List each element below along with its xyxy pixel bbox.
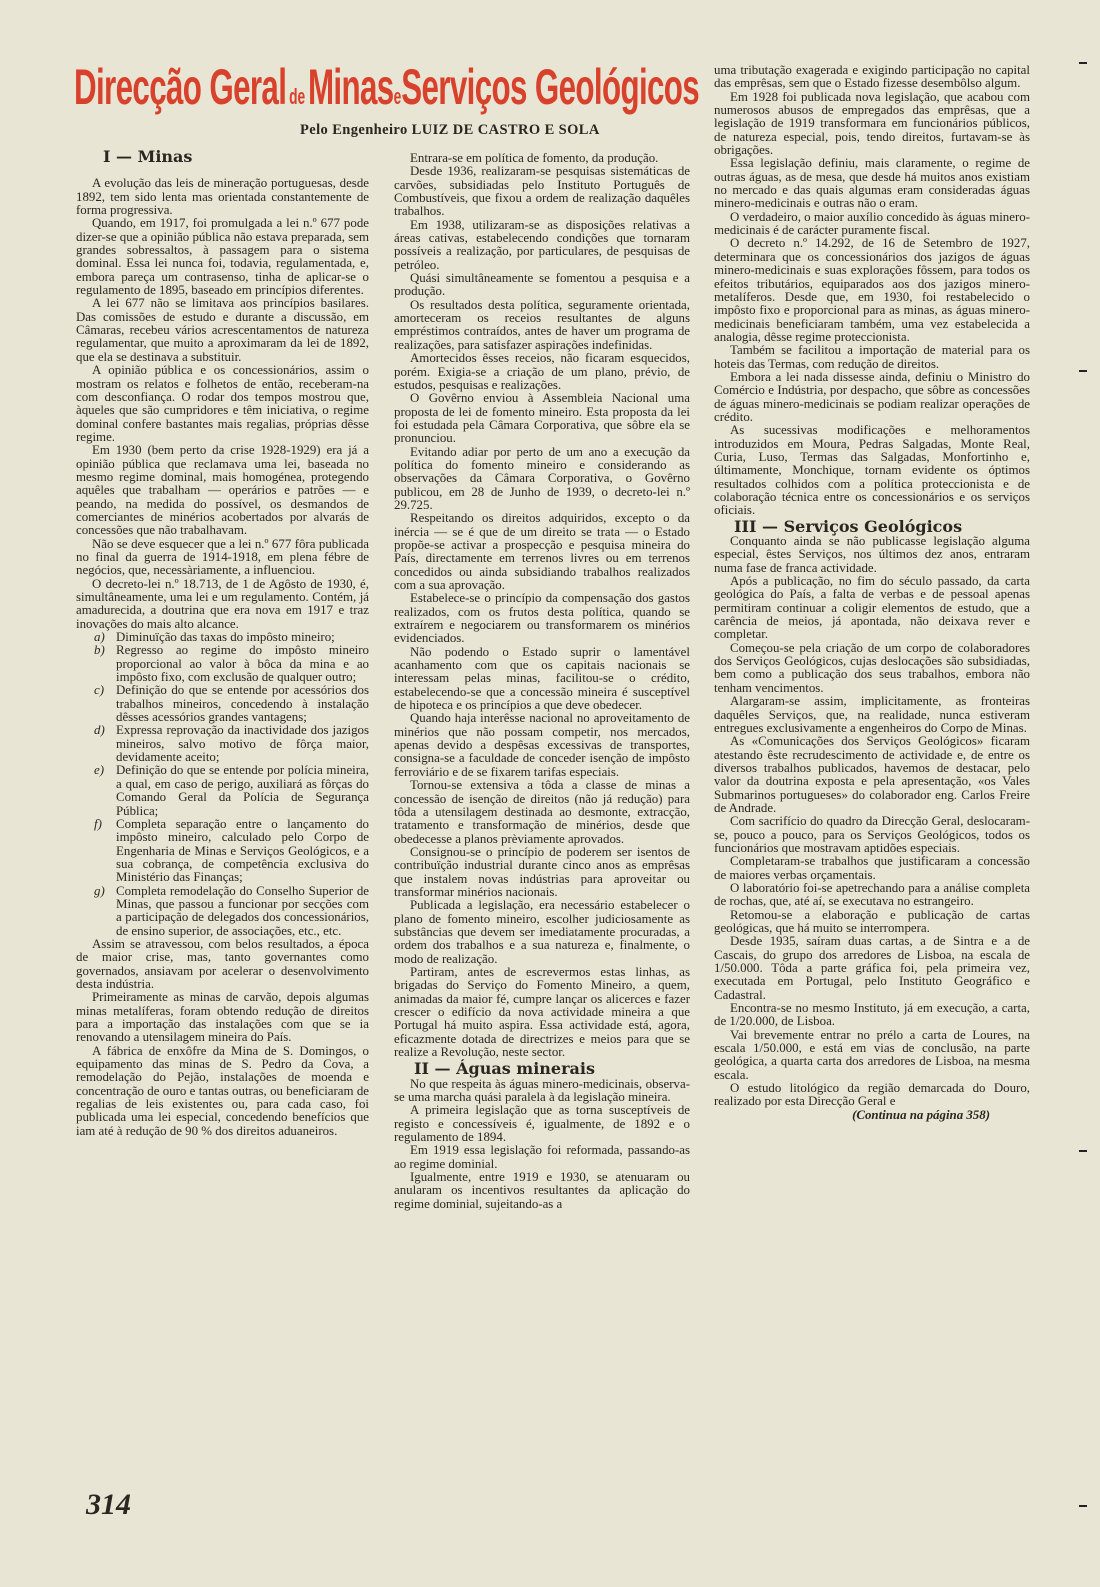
paragraph: Alargaram-se assim, implicitamente, as fronteiras daquêles Serviços, que, na realidade, nunca estiveram entregues exclusivamente a engenheiros do Corpo de Minas.	[714, 694, 1030, 735]
article-title	[74, 58, 700, 118]
paragraph: Conquanto ainda se não publicasse legislação alguma especial, êstes Serviços, nos últimos dez anos, entraram numa fase de franca actividade.	[714, 534, 1030, 575]
list-item	[94, 724, 369, 764]
title-part: Direcção Geral	[74, 59, 287, 115]
paragraph: Em 1930 (bem perto da crise 1928-1929) era já a opinião pública que reclamava uma lei, baseada no mesmo regime dominal, mais homogénea, protegendo aquêles que trabalham — operários e patrões — e peando, na medida do possível, os desmandos de comerciantes de minérios acobertados por alvarás de concessões que não trabalhavam.	[76, 443, 369, 538]
paragraph: Respeitando os direitos adquiridos, excepto o da inércia — se é que de um direito se trata — o Estado propõe-se activar a prospecção e pesquisa mineira do País, directamente em terrenos livres ou em terrenos concedidos ou ainda subsidiando trabalhos realizados com a sua aprovação.	[394, 511, 690, 592]
list-marker: e)	[94, 763, 105, 778]
paragraph: Entrara-se em política de fomento, da produção.	[410, 151, 659, 165]
paragraph: Embora a lei nada dissesse ainda, definiu o Ministro do Comércio e Indústria, por despacho, que sôbre as concessões de águas minero-medicinais se podiam realizar operações de crédito.	[714, 369, 1030, 424]
paragraph: Quando, em 1917, foi promulgada a lei n.º 677 pode dizer-se que a opinião pública não estava preparada, sem grandes sobressaltos, à passagem para o sistema dominal. Essa lei nunca foi, todavia, regulamentada, e, embora pareça um contrasenso, tinha de aplicar-se o regulamento de 1895, baseado em princípios diferentes.	[76, 216, 369, 298]
list-item-text: Regresso ao regime do impôsto mineiro proporcional ao valor à bôca da mina e ao impôsto fixo, com exclusão de qualquer outro;	[116, 643, 369, 685]
title-part: Minas	[307, 59, 394, 115]
title-part: e	[393, 84, 402, 109]
paragraph: Encontra-se no mesmo Instituto, já em execução, a carta, de 1/20.000, de Lisboa.	[714, 1001, 1030, 1029]
paragraph: Consignou-se o princípio de poderem ser isentos de contribuïção industrial durante cinco anos as emprêsas que instalem novas indústrias para aproveitar ou transformar minérios nacionais.	[394, 844, 690, 899]
list-item	[94, 684, 369, 724]
paragraph: Os resultados desta política, seguramente orientada, amorteceram os receios resultantes de alguns empréstimos contraídos, antes de haver um programa de realizações, para satisfazer aspirações indefinidas.	[394, 297, 690, 352]
paragraph: Após a publicação, no fim do século passado, da carta geológica do País, a falta de verbas e de pessoal apenas permitiram continuar a coligir elementos de estudo, que a carência de meios, já apontada, não deixava rever e completar.	[714, 574, 1030, 642]
list-item-text: Expressa reprovação da inactividade dos jazigos mineiros, salvo motivo de fôrça maior, devidamente aceito;	[116, 723, 369, 765]
paragraph: No que respeita às águas minero-medicinais, observa-se uma marcha quási paralela à da legislação mineira.	[394, 1076, 690, 1105]
paragraph: A primeira legislação que as torna susceptíveis de registo e concessíveis é, igualmente, de 1892 e o regulamento de 1894.	[394, 1103, 690, 1145]
paragraph: Retomou-se a elaboração e publicação de cartas geológicas, que há muito se interrompera.	[714, 907, 1030, 935]
paragraph: Tornou-se extensiva a tôda a classe de minas a concessão de isenção de direitos (não já redução) para tôda a utensilagem destinada ao desmonte, extracção, tratamento e transformação de minérios, desde que obedecesse a planos prèviamente aprovados.	[394, 778, 690, 846]
list-item-text: Diminuïção das taxas do impôsto mineiro;	[116, 630, 335, 645]
paragraph: Estabelece-se o princípio da compensação dos gastos realizados, com os frutos desta política, quando se extraírem e negociarem ou transformarem os minérios evidenciados.	[394, 591, 690, 646]
list-marker: d)	[94, 723, 105, 738]
paragraph: Quando haja interêsse nacional no aproveitamento de minérios que não possam competir, nos mercados, apenas devido a despêsas excessivas de transportes, consigna-se a faculdade de conceder isenção de impôsto ferroviário e de se fixarem tarifas especiais.	[394, 711, 690, 779]
list-item	[94, 631, 369, 644]
paragraph: Também se facilitou a importação de material para os hoteis das Termas, com redução de direitos.	[714, 343, 1030, 371]
list-marker: b)	[94, 643, 105, 658]
paragraph: Em 1919 essa legislação foi reformada, passando-as ao regime dominial.	[394, 1143, 690, 1171]
paragraph: Partiram, antes de escrevermos estas linhas, as brigadas do Serviço do Fomento Mineiro, a quem, animadas da maior fé, cumpre lançar os alicerces e fazer crescer o edifício da nova actividade mineira a que Portugal há muito aspira. Essa actividade está, agora, eficazmente dotada de directrizes e meios para que se realize a Revolução, neste sector.	[394, 964, 690, 1060]
paragraph: Igualmente, entre 1919 e 1930, se atenuaram ou anularam os incentivos resultantes da aplicação do regime dominial, sujeitando-as a	[394, 1170, 690, 1211]
paragraph: Desde 1936, realizaram-se pesquisas sistemáticas de carvões, subsidiadas pelo Instituto Português de Combustíveis, que fixou a ordem de realização daquêles trabalhos.	[394, 164, 690, 219]
paragraph: Completaram-se trabalhos que justificaram a concessão de maiores verbas orçamentais.	[714, 854, 1030, 882]
paragraph: Amortecidos êsses receios, não ficaram esquecidos, porém. Exigia-se a criação de um plano, prévio, de estudos, pesquisas e realizações.	[394, 351, 690, 392]
paragraph: Evitando adiar por perto de um ano a execução da política do fomento mineiro e considerando as observações da Câmara Corporativa, o Govêrno publicou, em 28 de Junho de 1939, o decreto-lei n.º 29.725.	[394, 444, 690, 512]
text-column-2	[394, 152, 690, 1211]
paragraph: Desde 1935, saíram duas cartas, a de Sintra e a de Cascais, do grupo dos arredores de Lisboa, na escala de 1/50.000. Tôda a parte gráfica foi, pela primeira vez, executada em Portugal, pelo Instituto Geográfico e Cadastral.	[714, 934, 1030, 1002]
title-part: de	[289, 84, 306, 109]
scan-edge-mark	[1079, 370, 1087, 372]
paragraph: A lei 677 não se limitava aos princípios basilares. Das comissões de estudo e durante a discussão, em Câmaras, recebeu vários acrescentamentos de natureza regulamentar, que muito a aproximaram da lei de 1892, que ela se destinava a substituir.	[76, 296, 369, 364]
list-marker: a)	[94, 630, 105, 645]
list-item	[94, 818, 369, 885]
list-marker: c)	[94, 683, 105, 698]
paragraph: Em 1928 foi publicada nova legislação, que acabou com numerosos abusos de empregados das emprêsas, que a legislação de 1919 transformara em funcionários públicos, de natureza especial, pois, tendo direitos, furtavam-se às obrigações.	[714, 89, 1030, 158]
continuation-note: (Continua na página 358)	[852, 1107, 990, 1122]
paragraph: uma tributação exagerada e exigindo participação no capital das emprêsas, sem que o Estado fizesse desembôlso algum.	[714, 63, 1030, 91]
paragraph: Publicada a legislação, era necessário estabelecer o plano de fomento mineiro, escolher judiciosamente as substâncias que devem ser imediatamente procuradas, a ordem dos trabalhos e a sua natureza e, finalmente, o modo de realização.	[394, 898, 690, 966]
list-item-text: Completa remodelação do Conselho Superior de Minas, que passou a funcionar por secções com a participação de delegados dos concessionários, de ensino superior, de associações, etc., etc.	[116, 883, 369, 938]
list-item-text: Definição do que se entende por polícia mineira, a qual, em caso de perigo, auxiliará as fôrças do Comando Geral da Polícia de Segurança Pública;	[116, 763, 369, 818]
list-item	[94, 764, 369, 817]
list-item	[94, 885, 369, 938]
paragraph: Vai brevemente entrar no prélo a carta de Loures, na escala 1/50.000, e está em vias de conclusão, na parte geológica, a quarta carta dos arredores de Lisboa, na mesma escala.	[714, 1027, 1030, 1082]
paragraph: A evolução das leis de mineração portuguesas, desde 1892, tem sido lenta mas orientada constantemente de forma progressiva.	[76, 176, 369, 218]
text-column-3	[714, 64, 1030, 1122]
paragraph: Assim se atravessou, com belos resultados, a época de maior crise, mas, tanto governantes como governados, ansiavam por acelerar o desenvolvimento desta indústria.	[76, 936, 369, 991]
paragraph: As «Comunicações dos Serviços Geológicos» ficaram atestando êste recrudescimento de actividade e, de entre os diversos trabalhos publicados, havemos de destacar, pelo valor da doutrina exposta e pela apresentação, «os Vales Submarinos portugueses» do colaborador eng. Carlos Freire de Andrade.	[714, 734, 1030, 815]
paragraph: A fábrica de enxôfre da Mina de S. Domingos, o equipamento das minas de S. Pedro da Cova, a remodelação do Pejão, instalações de moenda e concentração de ouro e tantas outras, ou beneficiaram de regalias de leis existentes ou, para cada caso, foi publicada uma lei especial, concedendo benefícios que iam até à redução de 90 % dos direitos aduaneiros.	[76, 1043, 369, 1138]
section-heading: I — Minas	[103, 147, 193, 166]
title-part: Serviços Geológicos	[401, 59, 700, 115]
paragraph: Quási simultâneamente se fomentou a pesquisa e a produção.	[394, 271, 690, 299]
paragraph: As sucessivas modificações e melhoramentos introduzidos em Moura, Pedras Salgadas, Monte Real, Curia, Luso, Termas das Salgadas, Monfortinho e, últimamente, Monchique, tornam evidente os óptimos resultados colhidos com a política proteccionista e de colaboração técnica entre os concessionários e os serviços oficiais.	[714, 423, 1030, 518]
scan-edge-mark	[1079, 62, 1087, 64]
paragraph: O verdadeiro, o maior auxílio concedido às águas minero-medicinais é de carácter puramente fiscal.	[714, 209, 1030, 238]
page-number: 314	[86, 1488, 131, 1521]
paragraph: Primeiramente as minas de carvão, depois algumas minas metalíferas, foram obtendo redução de direitos para a importação das instalações com que se ia renovando a utensilagem mineira do País.	[76, 990, 369, 1045]
paragraph: A opinião pública e os concessionários, assim o mostram os relatos e folhetos de então, receberam-na com desconfiança. O rodar dos tempos mostrou que, àqueles que são cumpridores e têm iniciativa, o regime dominal confere bastantes mais regalias, próprias dêsse regime.	[76, 363, 369, 444]
paragraph: O decreto n.º 14.292, de 16 de Setembro de 1927, determinara que os concessionários dos jazigos de águas minero-medicinais e suas explorações fôssem, para todos os efeitos tributários, equiparados aos dos jazigos minero-metalíferos. Desde que, em 1930, foi restabelecido o impôsto fixo e proporcional para as minas, as águas minero-medicinais beneficiaram também, uma vez estabelecida a analogia, dêsse regime proteccionista.	[714, 236, 1030, 344]
list-item-text: Completa separação entre o lançamento do impôsto mineiro, calculado pelo Corpo de Engenharia de Minas e Serviços Geológicos, e a sua cobrança, de competência exclusiva do Ministério das Finanças;	[116, 816, 369, 885]
list-item	[94, 644, 369, 684]
paragraph: O estudo litológico da região demarcada do Douro, realizado por esta Direcção Geral e	[714, 1081, 1030, 1109]
paragraph: Com sacrifício do quadro da Direcção Geral, deslocaram-se, pouco a pouco, para os Serviços Geológicos, todos os funcionários que mostravam aptidões especiais.	[714, 814, 1030, 855]
text-column-1	[76, 147, 369, 1138]
paragraph: Não se deve esquecer que a lei n.º 677 fôra publicada no final da guerra de 1914-1918, em plena fébre de negócios, que, necessàriamente, a influenciou.	[76, 536, 369, 578]
scan-edge-mark	[1079, 1505, 1087, 1507]
paragraph: Em 1938, utilizaram-se as disposições relativas a áreas cativas, estabelecendo condições que tornaram possíveis a realização, por particulares, de pesquisas de petróleo.	[394, 217, 690, 272]
list-marker: g)	[94, 883, 105, 898]
paragraph: Começou-se pela criação de um corpo de colaboradores dos Serviços Geológicos, cujas deslocações são subsidiadas, bem como a publicação dos seus trabalhos, embora não tenham vencimentos.	[714, 640, 1030, 695]
section-heading: II — Águas minerais	[414, 1059, 595, 1079]
paragraph: O Govêrno enviou à Assembleia Nacional uma proposta de lei de fomento mineiro. Esta proposta da lei foi estudada pela Câmara Corporativa, que sôbre ela se pronunciou.	[394, 391, 690, 446]
scan-edge-mark	[1079, 1150, 1087, 1152]
list-marker: f)	[94, 816, 102, 831]
section-heading: III — Serviços Geológicos	[734, 516, 963, 536]
byline: Pelo Engenheiro LUIZ DE CASTRO E SOLA	[300, 122, 600, 138]
paragraph: Essa legislação definiu, mais claramente, o regime de outras águas, as de mesa, que desde há muitos anos existiam no mercado e das quais algumas eram consideradas águas minero-medicinais e outras não o eram.	[714, 156, 1030, 211]
list-item-text: Definição do que se entende por acessórios dos trabalhos mineiros, concedendo à instalação dêsses acessórios grandes vantagens;	[116, 683, 369, 725]
paragraph: O laboratório foi-se apetrechando para a análise completa de rochas, que, até aí, se executava no estrangeiro.	[714, 880, 1030, 909]
paragraph: O decreto-lei n.º 18.713, de 1 de Agôsto de 1930, é, simultâneamente, uma lei e um regulamento. Contém, já amadurecida, a doutrina que era nova em 1917 e traz inovações do mais alto alcance.	[76, 576, 369, 631]
paragraph: Não podendo o Estado suprir o lamentável acanhamento com que os capitais nacionais se interessam pelas minas, facilitou-se o crédito, estabelecendo-se que a concessão mineira é susceptível de hipoteca e os princípios a que deve obedecer.	[394, 644, 690, 713]
